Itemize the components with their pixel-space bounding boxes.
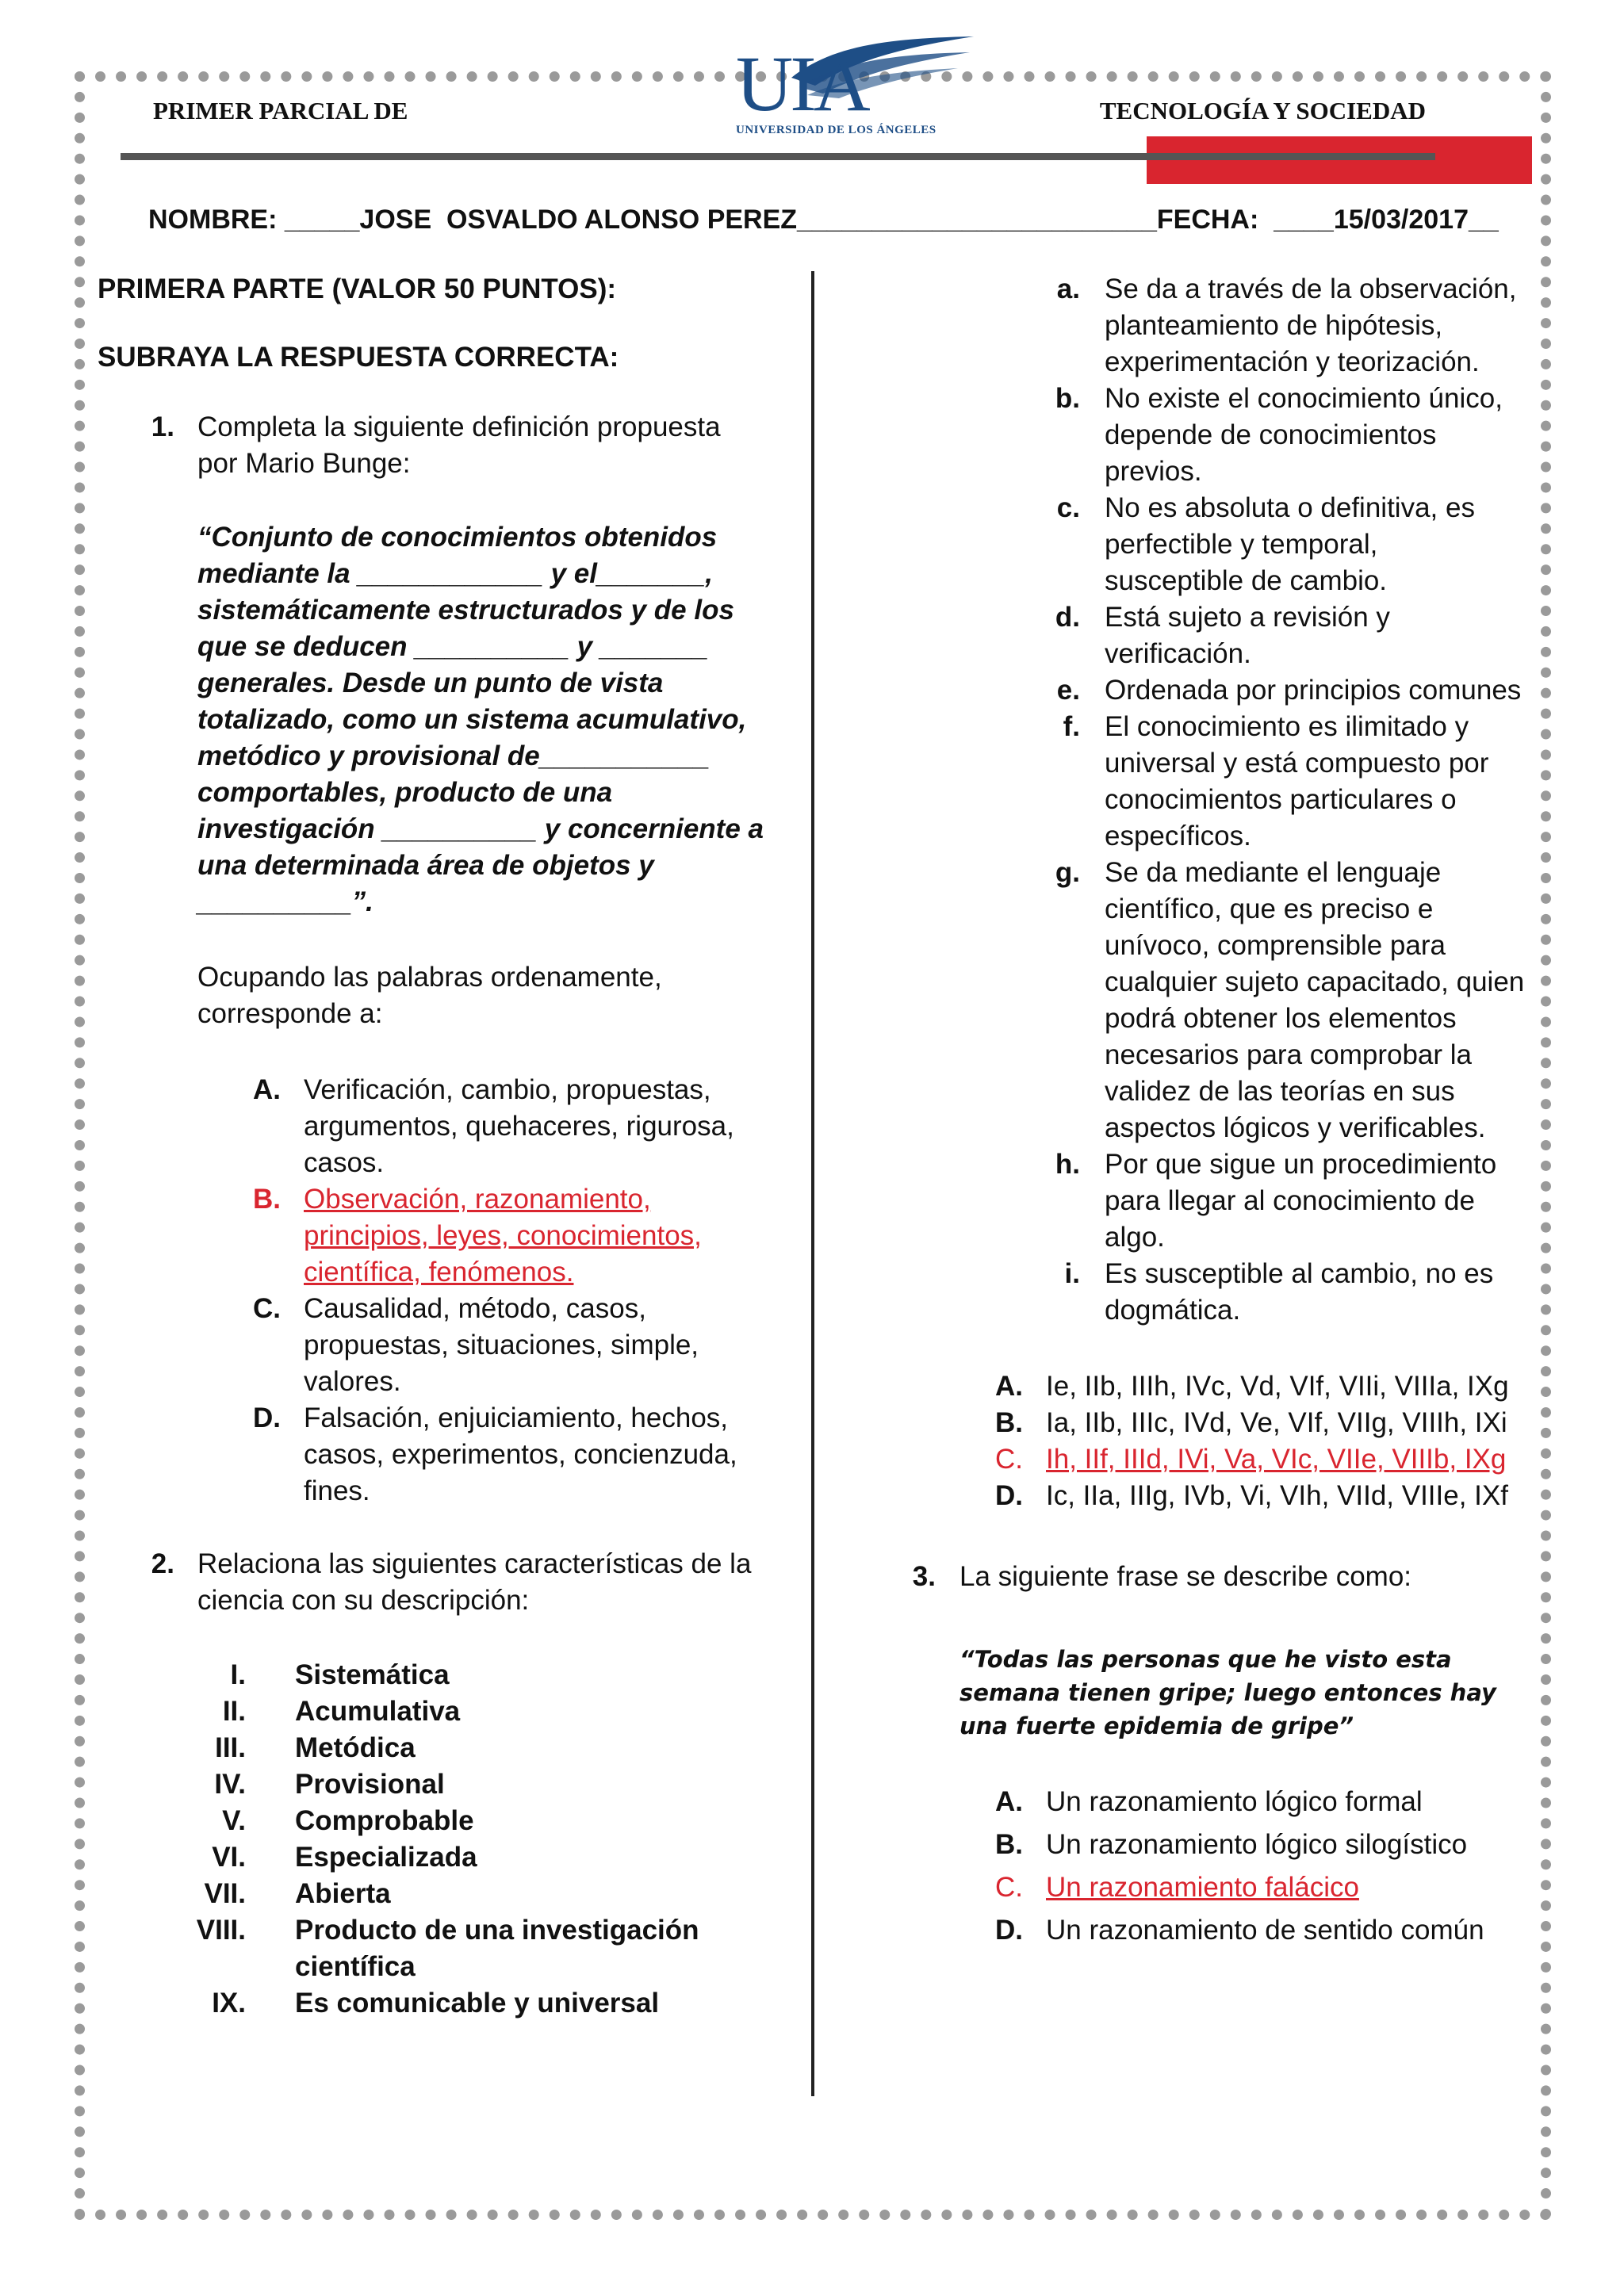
- q2-characteristic: Comprobable: [295, 1805, 474, 1836]
- q2-option-label: C.: [995, 1444, 1023, 1475]
- q3-option-label: A.: [995, 1786, 1023, 1817]
- q2-option-label: D.: [995, 1480, 1023, 1511]
- header-red-bar: [1147, 136, 1532, 184]
- q3-option-b[interactable]: Un razonamiento lógico silogístico: [1046, 1829, 1468, 1860]
- q2-characteristic: Abierta: [295, 1878, 391, 1909]
- q1-option-label: D.: [253, 1402, 281, 1433]
- q2-description: Ordenada por principios comunes: [1105, 675, 1522, 706]
- q3-option-c-selected[interactable]: Un razonamiento falácico: [1046, 1872, 1359, 1903]
- header-rule: [121, 153, 1435, 160]
- q2-option-d[interactable]: Ic, IIa, IIIg, IVb, Vi, VIh, VIId, VIIIe, IXf: [1046, 1480, 1508, 1511]
- q2-description: Por que sigue un procedimiento para llegar al conocimiento de algo.: [1105, 1149, 1497, 1253]
- q2-desc-label: h.: [1055, 1149, 1080, 1180]
- q1-option-label: B.: [253, 1184, 281, 1215]
- q2-desc-label: f.: [1063, 711, 1080, 742]
- q2-option-a[interactable]: Ie, IIb, IIIh, IVc, Vd, VIf, VIIi, VIIIa, IXg: [1046, 1371, 1509, 1402]
- q2-roman: IX.: [212, 1988, 246, 2019]
- q3-option-label: D.: [995, 1915, 1023, 1946]
- student-name-line: NOMBRE: _____JOSE OSVALDO ALONSO PEREZ________________________FECHA: ____15/03/2017__: [148, 205, 1499, 235]
- q2-characteristic: Sistemática: [295, 1659, 450, 1690]
- q2-desc-label: g.: [1055, 857, 1080, 888]
- q1-option-label: C.: [253, 1293, 281, 1324]
- logo-subtext: UNIVERSIDAD DE LOS ÁNGELES: [736, 124, 936, 136]
- q2-desc-label: b.: [1055, 383, 1080, 414]
- header-left: PRIMER PARCIAL DE: [153, 97, 408, 124]
- q1-followup: Ocupando las palabras ordenamente, corresponde a:: [197, 962, 662, 1029]
- q1-quote: “Conjunto de conocimientos obtenidos mediante la ____________ y el_______, sistemáticamente estructurados y de los que se deducen __________ y _______ generales. Desde un punto de vista totalizado, como un sistema acumulativo, metódico y provisional de___________ comportables, producto de una investigación __________ y concerniente a una determinada área de objetos y __________”.: [197, 522, 764, 917]
- university-logo: [728, 30, 982, 141]
- q2-desc-label: d.: [1055, 602, 1080, 633]
- q2-characteristic: Acumulativa: [295, 1696, 461, 1727]
- q3-option-label: B.: [995, 1829, 1023, 1860]
- q2-characteristic: Especializada: [295, 1842, 477, 1873]
- q2-roman: IV.: [214, 1769, 246, 1800]
- q1-option-d[interactable]: Falsación, enjuiciamiento, hechos, casos, experimentos, concienzuda, fines.: [304, 1402, 737, 1506]
- q2-characteristic: Provisional: [295, 1769, 445, 1800]
- q2-roman: VII.: [204, 1878, 246, 1909]
- logo-text: UIA: [736, 40, 868, 128]
- q2-characteristic: Es comunicable y universal: [295, 1988, 660, 2019]
- q3-option-d[interactable]: Un razonamiento de sentido común: [1046, 1915, 1484, 1946]
- q2-description: No es absoluta o definitiva, es perfectible y temporal, susceptible de cambio.: [1105, 492, 1475, 596]
- q2-description: Se da a través de la observación, planteamiento de hipótesis, experimentación y teorización.: [1105, 274, 1517, 377]
- q2-characteristic: Metódica: [295, 1732, 416, 1763]
- section-instruction: SUBRAYA LA RESPUESTA CORRECTA:: [98, 342, 619, 373]
- q3-option-label: C.: [995, 1872, 1023, 1903]
- q3-prompt: La siguiente frase se describe como:: [959, 1561, 1412, 1592]
- q3-number: 3.: [912, 1561, 936, 1592]
- q3-quote: “Todas las personas que he visto esta semana tienen gripe; luego entonces hay una fuerte epidemia de gripe”: [959, 1646, 1496, 1739]
- q1-option-c[interactable]: Causalidad, método, casos, propuestas, situaciones, simple, valores.: [304, 1293, 699, 1397]
- q1-option-a[interactable]: Verificación, cambio, propuestas, argumentos, quehaceres, rigurosa, casos.: [304, 1074, 734, 1178]
- q2-prompt: Relaciona las siguientes características de la ciencia con su descripción:: [197, 1548, 752, 1616]
- q2-roman: I.: [230, 1659, 246, 1690]
- q1-number: 1.: [151, 411, 174, 442]
- q2-roman: II.: [222, 1696, 246, 1727]
- q2-description: El conocimiento es ilimitado y universal y está compuesto por conocimientos particulares o específicos.: [1105, 711, 1489, 851]
- q1-prompt: Completa la siguiente definición propuesta por Mario Bunge:: [197, 411, 721, 479]
- q2-roman: VI.: [212, 1842, 246, 1873]
- q2-description: Se da mediante el lenguaje científico, que es preciso e unívoco, comprensible para cualquier sujeto capacitado, quien podrá obtener los elementos necesarios para comprobar la validez de las teorías en sus aspectos lógicos y verificables.: [1105, 857, 1525, 1143]
- column-divider: [811, 271, 814, 2096]
- q2-roman: V.: [222, 1805, 246, 1836]
- q2-option-label: A.: [995, 1371, 1023, 1402]
- q2-number: 2.: [151, 1548, 174, 1579]
- q2-desc-label: a.: [1056, 274, 1080, 304]
- q2-desc-label: e.: [1056, 675, 1080, 706]
- q2-option-c-selected[interactable]: Ih, IIf, IIId, IVi, Va, VIc, VIIe, VIIIb, IXg: [1046, 1444, 1507, 1475]
- q2-option-label: B.: [995, 1407, 1023, 1438]
- q2-characteristic: Producto de una investigación científica: [295, 1915, 699, 1982]
- header-right: TECNOLOGÍA Y SOCIEDAD: [1099, 97, 1426, 124]
- q2-description: No existe el conocimiento único, depende de conocimientos previos.: [1105, 383, 1503, 487]
- q1-option-label: A.: [253, 1074, 281, 1105]
- q1-option-b-selected[interactable]: Observación, razonamiento, principios, leyes, conocimientos, científica, fenómenos.: [304, 1184, 702, 1288]
- q2-description: Está sujeto a revisión y verificación.: [1105, 602, 1390, 669]
- q2-roman: III.: [215, 1732, 246, 1763]
- section-title: PRIMERA PARTE (VALOR 50 PUNTOS):: [98, 274, 617, 304]
- q2-desc-label: c.: [1056, 492, 1080, 523]
- q2-desc-label: i.: [1064, 1258, 1080, 1289]
- q2-option-b[interactable]: Ia, IIb, IIIc, IVd, Ve, VIf, VIIg, VIIIh, IXi: [1046, 1407, 1507, 1438]
- q2-description: Es susceptible al cambio, no es dogmática.: [1105, 1258, 1494, 1326]
- q3-option-a[interactable]: Un razonamiento lógico formal: [1046, 1786, 1423, 1817]
- q2-roman: VIII.: [196, 1915, 246, 1946]
